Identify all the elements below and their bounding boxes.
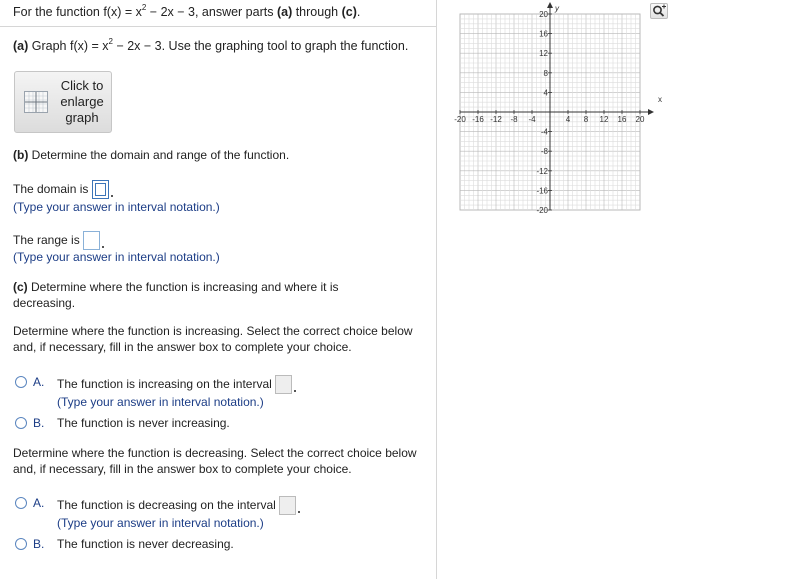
x-tick-label: -8: [510, 115, 518, 124]
y-tick-label: -12: [536, 166, 548, 176]
y-tick-label: 8: [543, 68, 548, 78]
radio-button[interactable]: [15, 497, 27, 509]
y-tick-label: -16: [536, 186, 548, 196]
decreasing-answer-box[interactable]: [279, 496, 296, 515]
domain-hint: (Type your answer in interval notation.): [13, 200, 220, 214]
part-b-prompt: (b) Determine the domain and range of the function.: [13, 148, 290, 162]
coordinate-graph[interactable]: [450, 0, 670, 220]
range-hint: (Type your answer in interval notation.): [13, 250, 220, 264]
magnify-button[interactable]: [650, 3, 668, 19]
increasing-instruction: Determine where the function is increasing. Select the correct choice below and, if necessary, fill in the answer box to complete your choice.: [13, 324, 413, 354]
decreasing-instruction: Determine where the function is decreasing. Select the correct choice below and, if necessary, fill in the answer box to complete your choice.: [13, 446, 417, 476]
range-row: [13, 231, 104, 250]
radio-button[interactable]: [15, 376, 27, 388]
domain-answer-box[interactable]: [92, 180, 109, 199]
domain-label: The domain is: [13, 182, 89, 196]
y-tick-label: 4: [543, 88, 548, 98]
y-tick-label: 12: [539, 49, 548, 59]
range-label: The range is: [13, 233, 80, 247]
x-tick-label: 20: [635, 115, 645, 124]
x-tick-label: -12: [490, 115, 502, 124]
x-tick-label: 4: [565, 115, 571, 124]
x-tick-label: -4: [528, 115, 536, 124]
choice-text: The function is never increasing.: [57, 416, 230, 430]
part-a-prompt: (a) Graph $f(x) = x^2 - 2x - 3$. Use the graphing tool to graph the function.: [13, 37, 409, 53]
choice-hint: (Type your answer in interval notation.): [57, 516, 264, 530]
x-tick-label: -20: [454, 115, 466, 124]
domain-row: [13, 180, 113, 199]
y-axis-label: y: [555, 4, 559, 13]
period-mark: [298, 511, 300, 513]
y-tick-label: 16: [539, 29, 548, 39]
increasing-answer-box[interactable]: [275, 375, 292, 394]
range-answer-box[interactable]: [83, 231, 100, 250]
part-c-prompt: (c) Determine where the function is increasing and where it is decreasing.: [13, 280, 339, 310]
y-tick-label: -8: [540, 147, 548, 157]
magnifier-icon: [651, 4, 667, 18]
x-axis-arrow: [648, 109, 654, 115]
x-tick-label: 16: [617, 115, 627, 124]
choice-letter: B.: [33, 537, 45, 551]
y-tick-label: -20: [536, 206, 548, 215]
enlarge-graph-label: Click to enlarge graph: [60, 78, 104, 125]
x-tick-label: 12: [599, 115, 609, 124]
period-mark: [111, 195, 113, 197]
graph-thumbnail-icon: [24, 91, 48, 113]
y-tick-label: -4: [540, 127, 548, 137]
radio-button[interactable]: [15, 538, 27, 550]
choice-text: The function is never decreasing.: [57, 537, 234, 551]
period-mark: [294, 390, 296, 392]
radio-button[interactable]: [15, 417, 27, 429]
x-tick-label: -16: [472, 115, 484, 124]
y-axis-arrow: [547, 2, 553, 8]
choice-text: The function is increasing on the interval: [57, 375, 296, 394]
question-title: For the function $f(x) = x^2 - 2x - 3$, answer parts (a) through (c).: [13, 3, 361, 19]
choice-text: The function is decreasing on the interval: [57, 496, 300, 515]
x-tick-label: 8: [583, 115, 589, 124]
choice-hint: (Type your answer in interval notation.): [57, 395, 264, 409]
choice-letter: B.: [33, 416, 45, 430]
question-header: [0, 0, 437, 27]
period-mark: [102, 246, 104, 248]
choice-letter: A.: [33, 375, 45, 389]
y-tick-label: 20: [539, 10, 548, 19]
enlarge-graph-button[interactable]: [14, 71, 112, 133]
choice-letter: A.: [33, 496, 45, 510]
x-axis-label: x: [658, 95, 662, 104]
